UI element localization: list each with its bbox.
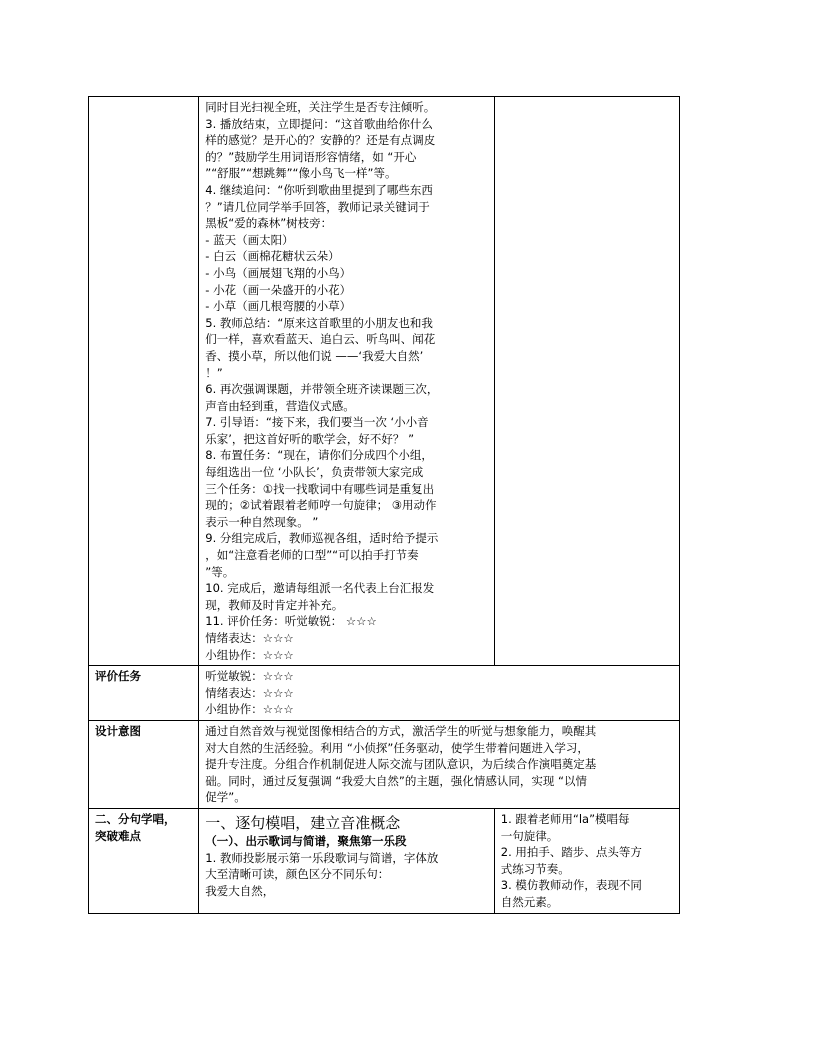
text-line: 三个任务：①找一找歌词中有哪些词是重复出 bbox=[205, 481, 435, 496]
text-line: - 蓝天（画太阳） bbox=[205, 232, 294, 247]
section-2-label-line: 突破难点 bbox=[95, 828, 141, 843]
student-activity-line: 1. 跟着老师用“la”模唱每 bbox=[500, 811, 630, 826]
lesson-plan-table bbox=[88, 96, 680, 914]
section-heading: 一、逐句模唱，建立音准概念 bbox=[205, 813, 401, 832]
design-intent-line: 促学”。 bbox=[205, 790, 246, 805]
student-activity-line: 式练习节奏。 bbox=[500, 861, 570, 876]
text-line: 情绪表达：☆☆☆ bbox=[205, 631, 294, 645]
text-line: ”“舒服”“想跳舞”“像小鸟飞一样”等。 bbox=[205, 166, 397, 181]
text-line: 8. 布置任务：“现在，请你们分成四个小组， bbox=[205, 448, 433, 463]
text-line: 4. 继续追问：“你听到歌曲里提到了哪些东西 bbox=[205, 182, 433, 197]
text-line: 黑板“爱的森林”树枝旁： bbox=[205, 216, 333, 231]
evaluation-line: 小组协作：☆☆☆ bbox=[205, 702, 294, 717]
text-line: ，如“注意看老师的口型”“可以拍手打节奏 bbox=[205, 548, 419, 563]
evaluation-line: 听觉敏锐：☆☆☆ bbox=[205, 669, 294, 684]
text-line: 1. 教师投影展示第一乐段歌词与简谱，字体放 bbox=[205, 850, 439, 865]
text-line: 5. 教师总结：“原来这首歌里的小朋友也和我 bbox=[205, 315, 433, 330]
text-line: 小组协作：☆☆☆ bbox=[205, 647, 294, 662]
text-line: 7. 引导语：“接下来，我们要当一次 ‘小小音 bbox=[205, 415, 429, 430]
text-line: 现的；②试着跟着老师哼一句旋律； ③用动作 bbox=[205, 498, 437, 513]
row-label-section-2 bbox=[89, 808, 199, 913]
text-line: - 白云（画棉花糖状云朵） bbox=[205, 249, 340, 264]
design-intent-line: 对大自然的生活经验。利用 “小侦探”任务驱动，使学生带着问题进入学习， bbox=[205, 740, 589, 755]
text-line: - 小花（画一朵盛开的小花） bbox=[205, 282, 352, 297]
text-line: 香、摸小草，所以他们说 ——‘我爱大自然’ bbox=[205, 348, 424, 363]
design-intent-line: 础。同时，通过反复强调 “我爱大自然”的主题，强化情感认同，实现 “以情 bbox=[205, 773, 587, 788]
text-line: 我爱大自然， bbox=[205, 883, 275, 898]
student-activities-cell-empty bbox=[494, 97, 679, 666]
text-line: 表示一种自然现象。 ” bbox=[205, 514, 319, 529]
text-line: 同时目光扫视全班，关注学生是否专注倾听。 bbox=[205, 100, 436, 114]
row-label-design-intent: 设计意图 bbox=[89, 720, 199, 808]
evaluation-cell bbox=[199, 666, 680, 721]
text-line: 样的感觉？是开心的？安静的？还是有点调皮 bbox=[205, 133, 436, 148]
section-2-student-cell bbox=[494, 808, 679, 913]
text-line: 11. 评价任务：听觉敏锐： ☆☆☆ bbox=[205, 614, 377, 629]
text-line: ”等。 bbox=[205, 564, 235, 579]
text-line: 6. 再次强调课题，并带领全班齐读课题三次， bbox=[205, 382, 439, 397]
text-line: 们一样，喜欢看蓝天、追白云、听鸟叫、闻花 bbox=[205, 332, 436, 347]
table-row-section-2 bbox=[89, 808, 680, 913]
student-activity-line: 3. 模仿教师动作，表现不同 bbox=[500, 878, 642, 893]
student-activity-line: 一句旋律。 bbox=[500, 828, 559, 843]
text-line: 乐家’，把这首好听的歌学会，好不好？ ” bbox=[205, 431, 415, 446]
table-row-activities bbox=[89, 97, 680, 666]
text-line: 声音由轻到重，营造仪式感。 bbox=[205, 398, 355, 413]
section-subheading: （一）、出示歌词与简谱，聚焦第一乐段 bbox=[205, 833, 407, 848]
row-label-empty bbox=[89, 97, 199, 666]
design-intent-cell bbox=[199, 720, 680, 808]
table-row-evaluation bbox=[89, 666, 680, 721]
section-2-label-line: 二、分句学唱， bbox=[95, 811, 176, 826]
text-line: 10. 完成后，邀请每组派一名代表上台汇报发 bbox=[205, 581, 435, 596]
student-activity-line: 自然元素。 bbox=[500, 894, 559, 909]
text-line: 大至清晰可读，颜色区分不同乐句： bbox=[205, 867, 390, 882]
text-line: - 小鸟（画展翅飞翔的小鸟） bbox=[205, 265, 352, 280]
teacher-activities-cell bbox=[199, 97, 495, 666]
evaluation-line: 情绪表达：☆☆☆ bbox=[205, 685, 294, 700]
design-intent-line: 提升专注度。分组合作机制促进人际交流与团队意识，为后续合作演唱奠定基 bbox=[205, 757, 597, 772]
design-intent-line: 通过自然音效与视觉图像相结合的方式，激活学生的听觉与想象能力，唤醒其 bbox=[205, 723, 597, 738]
text-line: 的？”鼓励学生用词语形容情绪，如 “开心 bbox=[205, 149, 417, 164]
text-line: 9. 分组完成后，教师巡视各组，适时给予提示 bbox=[205, 531, 439, 546]
text-line: 每组选出一位 ‘小队长’，负责带领大家完成 bbox=[205, 465, 424, 480]
section-2-teacher-cell bbox=[199, 808, 495, 913]
text-line: 3. 播放结束，立即提问：“这首歌曲给你什么 bbox=[205, 116, 433, 131]
text-line: - 小草（画几根弯腰的小草） bbox=[205, 299, 352, 314]
text-line: 现，教师及时肯定并补充。 bbox=[205, 597, 344, 612]
text-line: ！” bbox=[205, 365, 223, 380]
text-line: ？”请几位同学举手回答，教师记录关键词于 bbox=[205, 199, 430, 214]
table-row-design-intent bbox=[89, 720, 680, 808]
row-label-evaluation: 评价任务 bbox=[89, 666, 199, 721]
student-activity-line: 2. 用拍手、踏步、点头等方 bbox=[500, 845, 642, 860]
